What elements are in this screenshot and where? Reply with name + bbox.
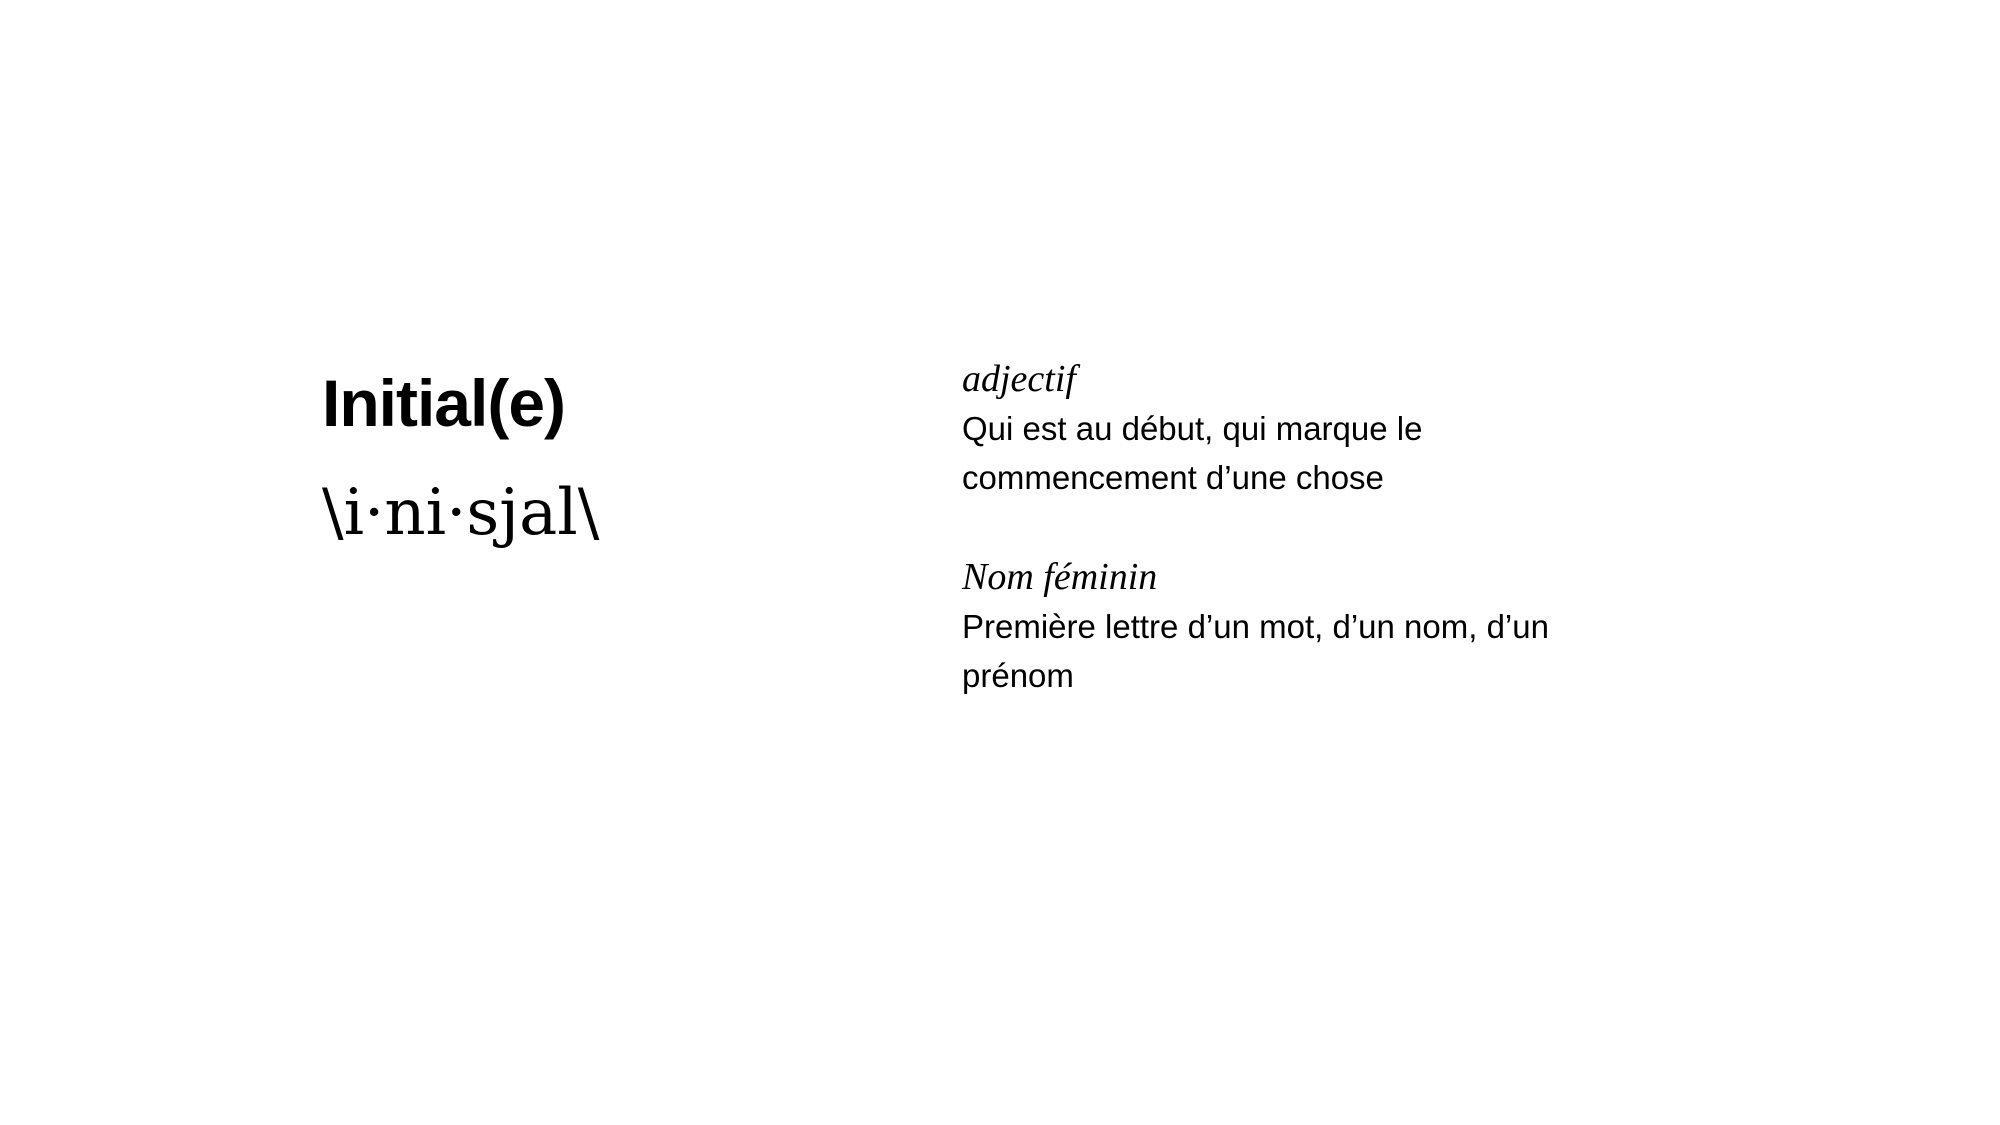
headword: Initial(e): [322, 366, 566, 440]
pronunciation: \i·ni·sjal\: [322, 476, 600, 550]
definition-entry: [962, 354, 1662, 502]
definitions-list: [962, 354, 1662, 750]
part-of-speech: adjectif: [962, 358, 1076, 400]
definition-text: Première lettre d’un mot, d’un nom, d’un prénom: [962, 608, 1549, 694]
part-of-speech: Nom féminin: [962, 556, 1158, 598]
definition-text: Qui est au début, qui marque le commencement d’une chose: [962, 410, 1423, 496]
definition-entry: [962, 552, 1662, 700]
word-block: [322, 358, 882, 558]
